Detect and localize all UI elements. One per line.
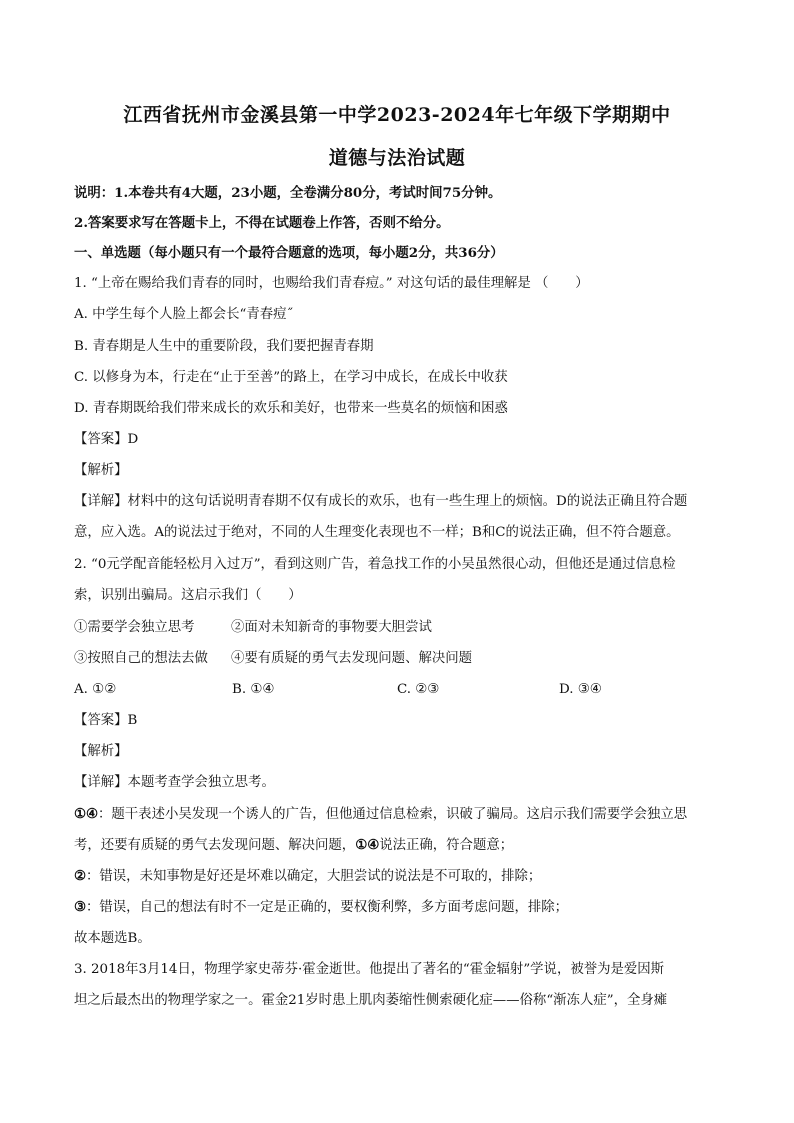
- instructions-line-2: 2.答案要求写在答题卡上，不得在试题卷上作答，否则不给分。: [74, 215, 450, 231]
- q1-stem: 1. “上帝在赐给我们青春的同时，也赐给我们青春痘。” 对这句话的最佳理解是 （ ）: [74, 276, 589, 291]
- q2-option-a: A. ①②: [74, 682, 117, 697]
- q1-analysis: 【解析】: [74, 463, 128, 478]
- q2-analysis: 【解析】: [74, 744, 128, 759]
- q2-answer: 【答案】B: [74, 713, 138, 728]
- q1-option-c: C. 以修身为本，行走在“止于至善”的路上，在学习中成长，在成长中收获: [74, 370, 508, 385]
- q3-stem-line-2: 坦之后最杰出的物理学家之一。霍金21岁时患上肌肉萎缩性侧索硬化症——俗称“渐冻人症”，全身瘫: [74, 993, 668, 1008]
- q2-option-c: C. ②③: [397, 682, 440, 697]
- q2-exp1-marker-2: ①④: [355, 837, 380, 853]
- q1-option-d: D. 青春期既给我们带来成长的欢乐和美好，也带来一些莫名的烦恼和困惑: [74, 401, 508, 416]
- q1-answer: 【答案】D: [74, 432, 139, 447]
- q2-conclusion: 故本题选B。: [74, 931, 151, 946]
- q1-detail-line-2: 意，应入选。A的说法过于绝对，不同的人生理变化表现也不一样；B和C的说法正确，但不符合题意。: [74, 525, 680, 540]
- q2-explanation-line-2: [74, 836, 513, 855]
- q2-explanation-line-3: [74, 867, 541, 886]
- exam-title: 江西省抚州市金溪县第一中学2023-2024年七年级下学期期中: [123, 104, 671, 126]
- q3-stem-line-1: 3. 2018年3月14日，物理学家史蒂芬·霍金逝世。他提出了著名的“霍金辐射”学说，被誉为是爱因斯: [74, 962, 665, 977]
- q2-stem-line-2: 索，识别出骗局。这启示我们（ ）: [74, 588, 302, 603]
- q2-exp1-text-cont: 考，还要有质疑的勇气去发现问题、解决问题，: [74, 838, 356, 853]
- q2-exp2-marker: ②: [74, 868, 87, 884]
- q2-explanation-line-4: [74, 898, 568, 917]
- q2-exp1-text: ：题干表述小吴发现一个诱人的广告，但他通过信息检索，识破了骗局。这启示我们需要学会独立思: [98, 807, 688, 822]
- q2-item-3: ③按照自己的想法去做: [74, 651, 208, 666]
- q2-item-2: ②面对未知新奇的事物要大胆尝试: [231, 620, 432, 635]
- q2-detail: 【详解】本题考查学会独立思考。: [74, 775, 275, 790]
- q2-stem-line-1: 2. “0元学配音能轻松月入过万”，看到这则广告，着急找工作的小吴虽然很心动，但他还是通过信息检: [74, 557, 676, 572]
- q2-option-b: B. ①④: [232, 682, 275, 697]
- q1-option-b: B. 青春期是人生中的重要阶段，我们要把握青春期: [74, 339, 374, 354]
- q2-exp3-marker: ③: [74, 899, 87, 915]
- q1-detail-line-1: 【详解】材料中的这句话说明青春期不仅有成长的欢乐，也有一些生理上的烦恼。D的说法正确且符合题: [74, 494, 688, 509]
- q2-exp3-text: ：错误，自己的想法有时不一定是正确的，要权衡利弊，多方面考虑问题，排除；: [86, 900, 569, 915]
- section-heading: 一、单选题（每小题只有一个最符合题意的选项，每小题2分，共36分）: [74, 245, 504, 261]
- q2-exp1-marker: ①④: [74, 806, 99, 822]
- q2-explanation-line-1: [74, 805, 687, 824]
- exam-subtitle: 道德与法治试题: [328, 147, 466, 169]
- instructions-line-1: 说明：1.本卷共有4大题，23小题，全卷满分80分，考试时间75分钟。: [74, 185, 502, 201]
- q2-option-d: D. ③④: [559, 682, 602, 697]
- q2-item-1: ①需要学会独立思考: [74, 620, 195, 635]
- q2-item-4: ④要有质疑的勇气去发现问题、解决问题: [231, 651, 473, 666]
- q1-option-a: A. 中学生每个人脸上都会长“青春痘˝: [74, 307, 294, 322]
- q2-exp1-text-end: 说法正确，符合题意；: [379, 838, 514, 853]
- q2-exp2-text: ：错误，未知事物是好还是坏难以确定，大胆尝试的说法是不可取的，排除；: [86, 869, 542, 884]
